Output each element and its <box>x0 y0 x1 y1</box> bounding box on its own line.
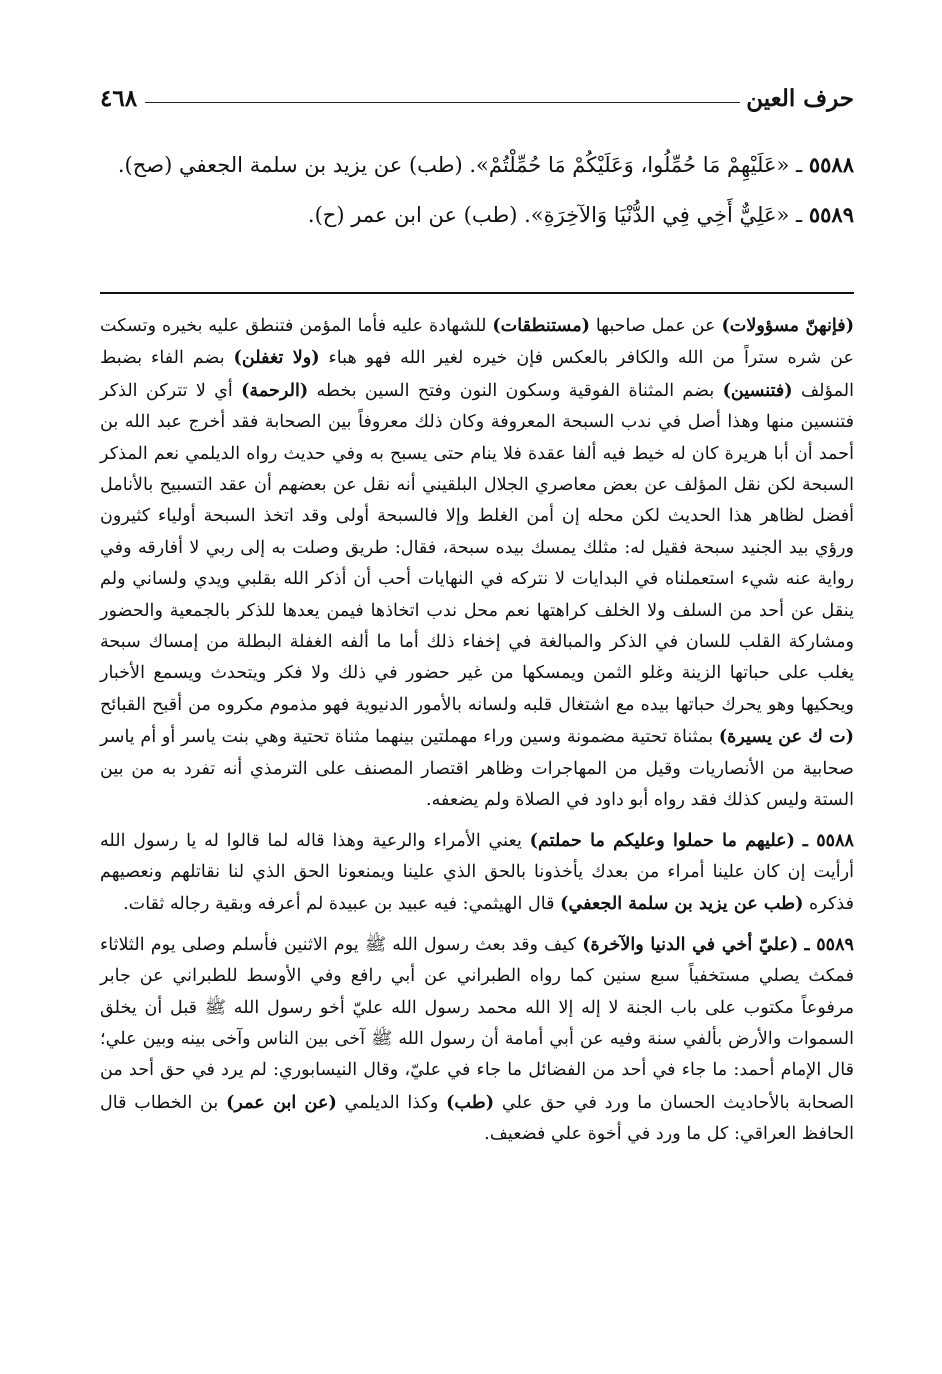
bold-term: (طب عن يزيد بن سلمة الجعفي) <box>560 893 804 915</box>
bold-term: (فإنهنّ مسؤولات) <box>721 315 855 336</box>
commentary-text: وكذا الديلمي <box>344 1092 439 1113</box>
commentary-text: قال الهيثمي: فيه عبيد بن عبيدة لم أعرفه وبقية رجاله ثقات. <box>123 894 555 915</box>
commentary-5589 <box>100 929 854 1151</box>
commentary-text: بن الخطاب قال الحافظ العراقي: كل ما ورد في أخوة علي فضعيف. <box>100 1092 854 1145</box>
commentary-paragraph <box>100 310 854 817</box>
bold-term: (فتنسين) <box>722 379 793 401</box>
footnote-divider <box>100 292 854 294</box>
hadith-number: ٥٥٨٨ <box>808 152 854 177</box>
hadith-5588: ٥٥٨٨ ـ «عَلَيْهِمْ مَا حُمِّلُوا، وَعَلَيْكُمْ مَا حُمِّلْتُمْ». (طب) عن يزيد بن سلمة الجعفي (صح). <box>117 152 854 177</box>
commentary-text: أي لا تتركن الذكر فتنسين منها وهذا أصل في ندب السبحة المعروفة وكان ذلك معروفاً بين الصحابة فقد أخرج عبد الله بن أحمد أن أبا هريرة كان له خيط فيه ألفا عقدة فلا ينام حتى يسبح به وفي حديث رواه الديلمي نعم المذكر السبحة لكن نقل المؤلف عن بعض معاصري الجلال البلقيني أنه نقل عن بعضهم أن عقد التسبيح بالأنامل أفضل لظاهر هذا الحديث لكن محله إن أمن الغلط وإلا فالسبحة أولى وقد اتخذ السبحة أولياء كثيرون ورؤي بيد الجنيد سبحة فقيل له: مثلك يمسك بيده سبحة، فقال: طريق وصلت به إلى ربي لا أفارقه وفي رواية عنه شيء استعملناه في البدايات لا نتركه في النهايات أحب أن أذكر الله بقلبي ويدي ولساني ولم ينقل عن أحد من السلف ولا الخلف كراهتها نعم محل ندب اتخاذها فيمن يعدها للذكر بالجمعية والحضور ومشاركة القلب للسان في الذكر والمبالغة في إخفاء ذلك أما ما ألفه الغفلة البطلة من إمساك سبحة يغلب على حباتها الزينة وغلو الثمن ويمسكها من غير حضور في ذلك ولا فكر ويتحدث ويسمع الأخبار ويحكيها وهو يحرك حباتها بيده مع اشتغال قلبه ولسانه بالأمور الدنيوية فهو مذموم مكروه من أقبح القبائح <box>100 380 854 715</box>
commentary-text: بمثناة تحتية مضمونة وسين وراء مهملتين بينهما مثناة تحتية وهي بنت ياسر أو أم ياسر صحابية من الأنصاريات وقيل من المهاجرات وظاهر اقتصار المصنف على الترمذي أنه تفرد به من بين الستة وليس كذلك فقد رواه أبو داود في الصلاة ولم يضعفه. <box>100 727 854 811</box>
bold-term: (ولا تغفلن) <box>233 347 320 369</box>
commentary-5588 <box>100 825 854 921</box>
hadith-5589: ٥٥٨٩ ـ «عَلِيٌّ أَخِي فِي الدُّنْيَا وَالآخِرَةِ». (طب) عن ابن عمر (ح). <box>307 202 854 227</box>
commentary-text: بضم الفاء بضبط المؤلف <box>100 348 855 401</box>
commentary-text: يعني الأمراء والرعية وهذا قاله لما قالوا له يا رسول الله أرأيت إن كان علينا أمراء من بعدك يأخذونا بالحق الذي علينا ويمنعونا الحق الذي لنا نقاتلهم ونعصيهم فذكره <box>100 830 854 915</box>
hadith-text: «عَلَيْهِمْ مَا حُمِّلُوا، وَعَلَيْكُمْ مَا حُمِّلْتُمْ». (طب) عن يزيد بن سلمة الجعفي (صح). <box>117 153 790 177</box>
bold-term: (عن ابن عمر) <box>226 1091 337 1113</box>
bold-term: (ت ك عن يسيرة) <box>718 726 854 748</box>
hadith-number: ٥٥٨٩ ـ <box>804 933 854 955</box>
bold-term: (مستنطقات) <box>492 315 590 336</box>
page-number: ٤٦٨ <box>100 85 138 112</box>
running-header <box>100 72 854 112</box>
bold-term: (عليّ أخي في الدنيا والآخرة) <box>582 933 799 955</box>
hadith-number: ٥٥٨٨ ـ <box>802 829 854 851</box>
chapter-title: حرف العين <box>746 85 854 112</box>
hadith-number: ٥٥٨٩ <box>808 202 854 227</box>
bold-term: (طب) <box>446 1091 495 1113</box>
commentary-text: بضم المثناة الفوقية وسكون النون وفتح السين بخطه <box>316 380 715 401</box>
commentary-text: كيف وقد بعث رسول الله ﷺ يوم الاثنين فأسلم وصلى يوم الثلاثاء فمكث يصلي مستخفياً سبع سنين كما رواه الطبراني عن أبي رافع وفي الأوسط للطبراني عن جابر مرفوعاً مكتوب على باب الجنة لا إله إلا الله محمد رسول الله عليّ أخو رسول الله ﷺ قبل أن يخلق السموات والأرض بألفي سنة وفيه عن أبي أمامة أن رسول الله ﷺ آخى بين الناس وآخى بينه وبين علي؛ قال الإمام أحمد: ما جاء في أحد من الفضائل ما جاء في عليّ، وقال النيسابوري: لم يرد في حق أحد من الصحابة بالأحاديث الحسان ما ورد في حق علي <box>100 934 855 1113</box>
bold-term: (الرحمة) <box>241 379 309 401</box>
commentary <box>100 310 854 1151</box>
hadith-text: «عَلِيٌّ أَخِي فِي الدُّنْيَا وَالآخِرَةِ». (طب) عن ابن عمر (ح). <box>307 203 790 227</box>
commentary-text: للشهادة عليه فأما المؤمن فتنطق عليه بخيره وتسكت عن شره ستراً من الله والكافر بالعكس فإن خيره لغير الله فهو هباء <box>100 316 855 369</box>
header-rule <box>145 102 740 103</box>
main-text <box>100 140 854 240</box>
commentary-text: عن عمل صاحبها <box>595 316 716 336</box>
bold-term: (عليهم ما حملوا وعليكم ما حملتم) <box>529 829 795 851</box>
